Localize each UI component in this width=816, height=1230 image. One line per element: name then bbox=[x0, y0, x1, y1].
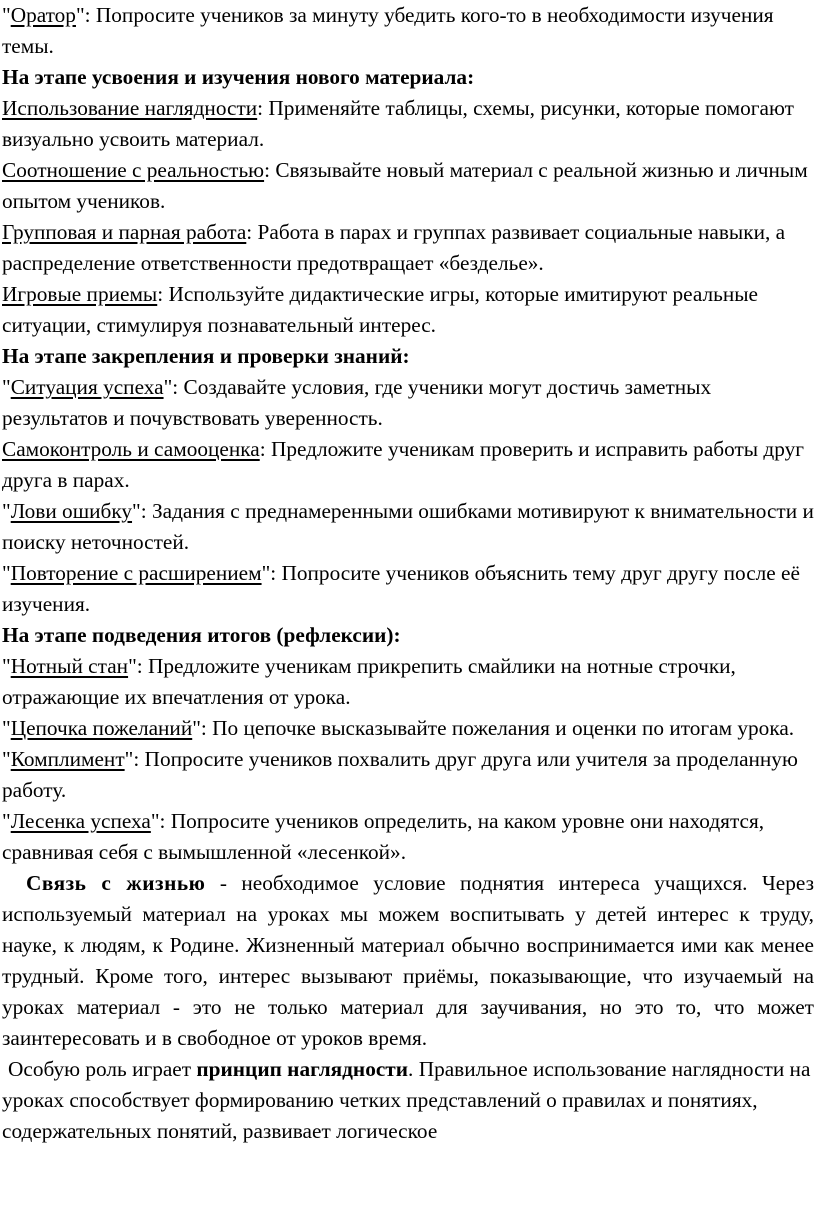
list-item bbox=[2, 372, 814, 434]
open-quote: " bbox=[2, 654, 11, 678]
list-item bbox=[2, 713, 814, 744]
item-description: : Применяйте таблицы, схемы, рисунки, которые помогают визуально усвоить материал. bbox=[2, 96, 794, 151]
item-term: Лови ошибку bbox=[10, 499, 133, 523]
list-item bbox=[2, 279, 814, 341]
paragraph-visual-principle bbox=[2, 1054, 814, 1147]
item-description: ": Попросите учеников похвалить друг друга или учителя за проделанную работу. bbox=[2, 747, 798, 802]
item-description: ": Попросите учеников за минуту убедить кого-то в необходимости изучения темы. bbox=[2, 3, 774, 58]
item-description: ": Попросите учеников объяснить тему друг другу после её изучения. bbox=[2, 561, 800, 616]
item-term: Соотношение с реальностью bbox=[2, 158, 265, 182]
item-term: Игровые приемы bbox=[2, 282, 158, 306]
item-description: : Работа в парах и группах развивает социальные навыки, а распределение ответственности предотвращает «безделье». bbox=[2, 220, 786, 275]
paragraph-life-connection bbox=[2, 868, 814, 1054]
section-heading-consolidation: На этапе закрепления и проверки знаний: bbox=[2, 344, 410, 368]
open-quote: " bbox=[2, 747, 11, 771]
item-term: Комплимент bbox=[10, 747, 125, 771]
list-item bbox=[2, 217, 814, 279]
open-quote: " bbox=[2, 809, 11, 833]
open-quote: " bbox=[2, 375, 11, 399]
item-description: ": Задания с преднамеренными ошибками мотивируют к внимательности и поиску неточностей. bbox=[2, 499, 814, 554]
section-heading-new-material: На этапе усвоения и изучения нового материала: bbox=[2, 65, 475, 89]
open-quote: " bbox=[2, 561, 11, 585]
item-term: Лесенка успеха bbox=[10, 809, 151, 833]
open-quote: " bbox=[2, 3, 11, 27]
open-quote: " bbox=[2, 499, 11, 523]
list-item bbox=[2, 558, 814, 620]
paragraph-lead: Особую роль играет bbox=[8, 1057, 197, 1081]
item-term: Самоконтроль и самооценка bbox=[2, 437, 260, 461]
list-item bbox=[2, 806, 814, 868]
list-item-orator bbox=[2, 0, 814, 62]
item-term: Оратор bbox=[10, 3, 76, 27]
list-item bbox=[2, 434, 814, 496]
list-item bbox=[2, 496, 814, 558]
list-item bbox=[2, 93, 814, 155]
section-heading-reflection: На этапе подведения итогов (рефлексии): bbox=[2, 623, 401, 647]
item-description: ": Предложите ученикам прикрепить смайлики на нотные строчки, отражающие их впечатления от урока. bbox=[2, 654, 736, 709]
paragraph-bold-lead: Связь с жизнью bbox=[26, 871, 206, 895]
item-description: ": Попросите учеников определить, на каком уровне они находятся, сравнивая себя с вымышленной «лесенкой». bbox=[2, 809, 765, 864]
list-item bbox=[2, 155, 814, 217]
item-term: Ситуация успеха bbox=[10, 375, 164, 399]
item-description: : Предложите ученикам проверить и исправить работы друг друга в парах. bbox=[2, 437, 805, 492]
item-description: : Используйте дидактические игры, которые имитируют реальные ситуации, стимулируя познавательный интерес. bbox=[2, 282, 758, 337]
open-quote: " bbox=[2, 716, 11, 740]
list-item bbox=[2, 744, 814, 806]
list-item bbox=[2, 651, 814, 713]
paragraph-text: . Правильное использование наглядности на уроках способствует формированию четких представлений о правилах и понятиях, содержательных понятий, развивает логическое bbox=[2, 1057, 811, 1143]
item-description: ": Создавайте условия, где ученики могут достичь заметных результатов и почувствовать уверенность. bbox=[2, 375, 712, 430]
paragraph-text: - необходимое условие поднятия интереса учащихся. Через используемый материал на уроках мы можем воспитывать у детей интерес к труду, науке, к людям, к Родине. Жизненный материал обычно воспринимается ими как менее трудный. Кроме того, интерес вызывают приёмы, показывающие, что изучаемый на уроках материал - это не только материал для заучивания, но это то, что может заинтересовать и в свободное от уроков время. bbox=[2, 871, 815, 1050]
item-term: Нотный стан bbox=[10, 654, 129, 678]
item-term: Цепочка пожеланий bbox=[10, 716, 193, 740]
item-description: ": По цепочке высказывайте пожелания и оценки по итогам урока. bbox=[192, 716, 795, 740]
item-term: Групповая и парная работа bbox=[2, 220, 247, 244]
item-term: Повторение с расширением bbox=[10, 561, 262, 585]
item-description: : Связывайте новый материал с реальной жизнью и личным опытом учеников. bbox=[2, 158, 808, 213]
item-term: Использование наглядности bbox=[2, 96, 258, 120]
paragraph-bold-term: принцип наглядности bbox=[196, 1057, 409, 1081]
